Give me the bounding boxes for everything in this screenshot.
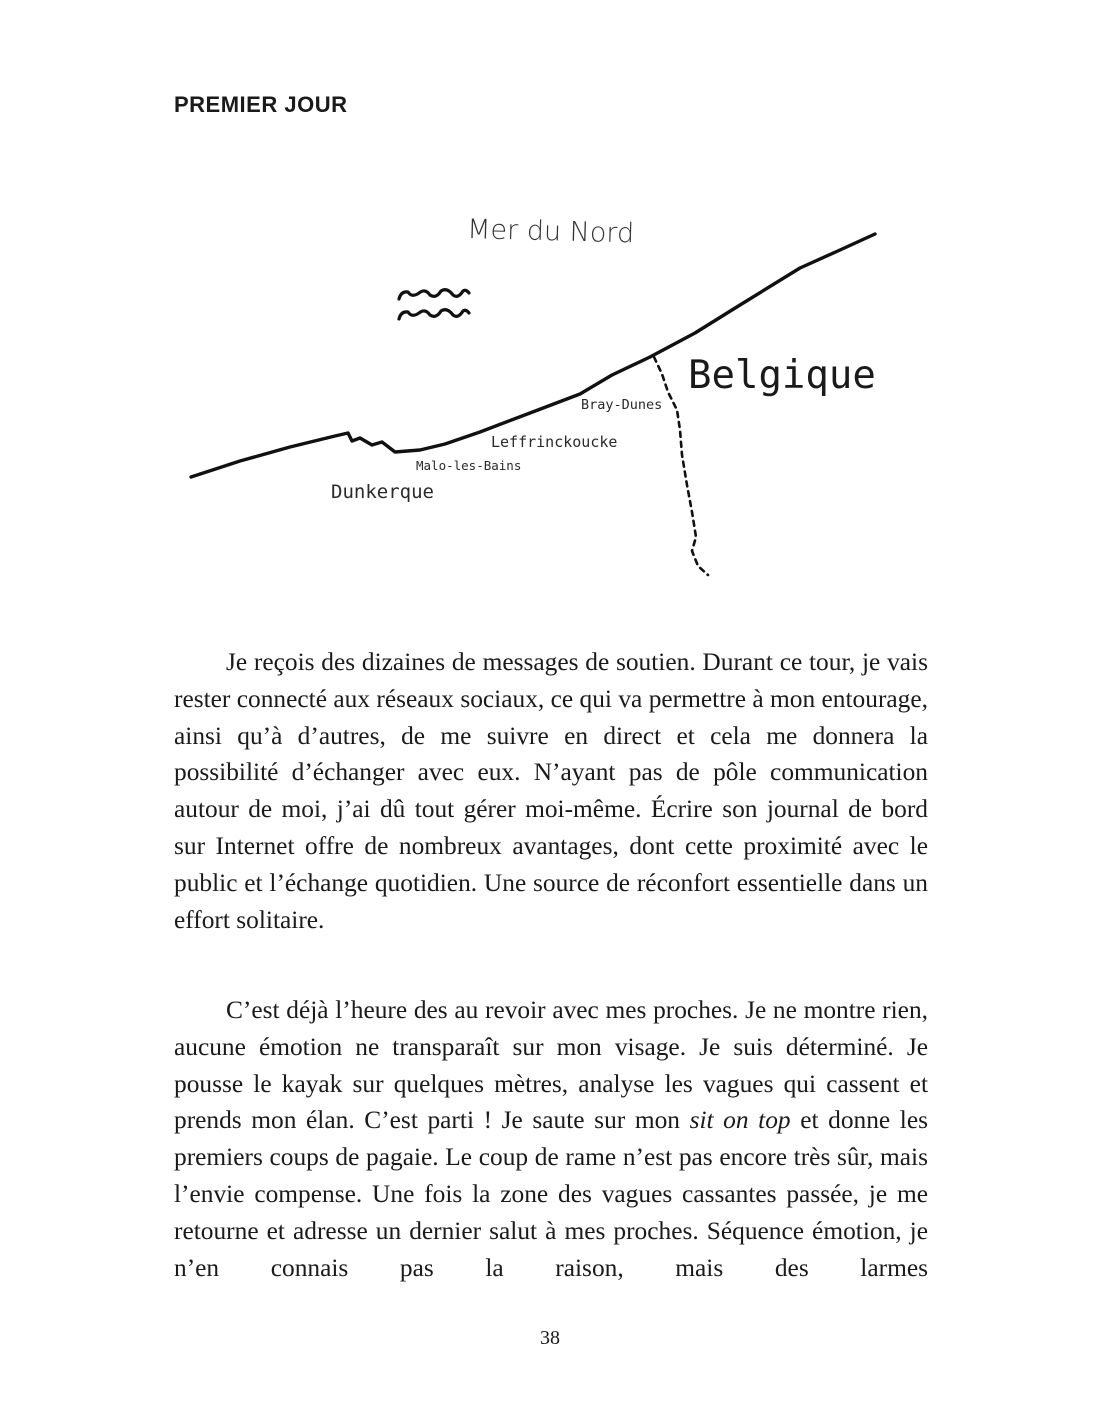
body-paragraph: Je reçois des dizaines de messages de soutien. Durant ce tour, je vais rester connecté aux réseaux sociaux, ce qui va permettre à mon entourage, ainsi qu’à d’autres, de me suivre en direct et cela me donnera la possibilité d’échanger avec eux. N’ayant pas de pôle communication autour de moi, j’ai dû tout gérer moi-même. Écrire son journal de bord sur Internet offre de nombreux avantages, dont cette proximité avec le public et l’échange quotidien. Une source de réconfort essentielle dans un effort solitaire.: [174, 648, 928, 934]
place-label-leffrinckoucke: Leffrinckoucke: [491, 433, 618, 451]
paragraph-text: et donne les premiers coups de pagaie. Le coup de rame n’est pas encore très sûr, mais l’envie compense. Une fois la zone des vagues cassantes passée, je me retourne et adresse un dernier salut à mes proches. Séquence émotion, je n’en connais pas la raison, mais des larmes: [174, 1106, 928, 1282]
running-head: PREMIER JOUR: [174, 92, 348, 117]
paragraph-text: C’est déjà l’heure des au revoir avec mes proches. Je ne montre rien, aucune émotion ne transparaît sur mon visage. Je suis déterminé. Je pousse le kayak sur quelques mètres, analyse les vagues qui cassent et prends mon élan. C’est parti ! Je saute sur mon: [174, 996, 928, 1135]
place-label-dunkerque: Dunkerque: [331, 481, 434, 503]
body-paragraph: [174, 992, 928, 1286]
coastline-map: [0, 0, 1100, 620]
country-label: Belgique: [688, 353, 876, 398]
place-label-malo-les-bains: Malo-les-Bains: [416, 458, 522, 473]
italic-term: sit on top: [689, 1106, 791, 1135]
sea-label: Mer du Nord: [466, 214, 635, 250]
waves-icon: [399, 290, 469, 319]
place-label-bray-dunes: Bray-Dunes: [581, 397, 663, 413]
page-number: 38: [540, 1327, 560, 1349]
